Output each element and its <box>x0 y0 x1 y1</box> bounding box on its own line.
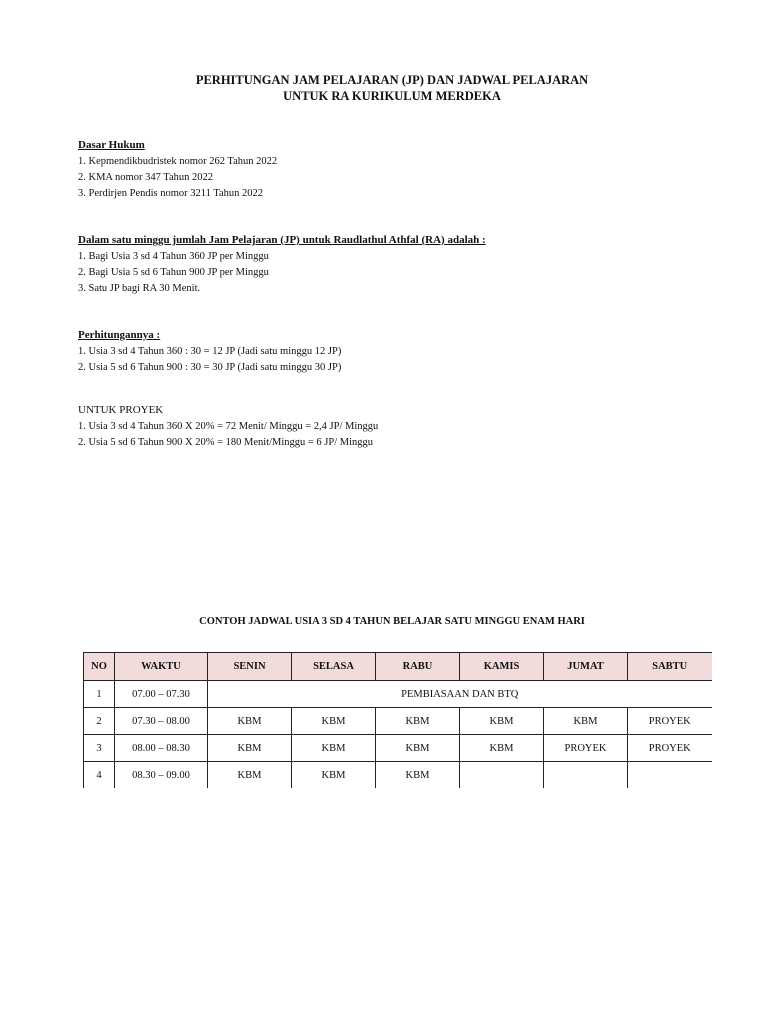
dasar-hukum-item: 3. Perdirjen Pendis nomor 3211 Tahun 2022 <box>78 188 264 199</box>
cell-kamis <box>460 762 544 789</box>
cell-waktu: 07.00 – 07.30 <box>115 681 208 708</box>
jumlah-jp-heading: Dalam satu minggu jumlah Jam Pelajaran (JP) untuk Raudlathul Athfal (RA) adalah : <box>78 234 486 246</box>
cell-senin: KBM <box>208 735 292 762</box>
proyek-heading: UNTUK PROYEK <box>78 404 164 416</box>
cell-senin: KBM <box>208 762 292 789</box>
document-title <box>0 72 768 104</box>
jumlah-jp-item: 1. Bagi Usia 3 sd 4 Tahun 360 JP per Minggu <box>78 251 269 262</box>
cell-selasa: KBM <box>292 762 376 789</box>
cell-no: 3 <box>84 735 115 762</box>
proyek-item: 1. Usia 3 sd 4 Tahun 360 X 20% = 72 Menit/ Minggu = 2,4 JP/ Minggu <box>78 421 379 432</box>
cell-jumat: PROYEK <box>544 735 628 762</box>
cell-selasa: KBM <box>292 735 376 762</box>
cell-waktu: 08.30 – 09.00 <box>115 762 208 789</box>
cell-jumat <box>544 762 628 789</box>
cell-rabu: KBM <box>376 762 460 789</box>
table-row <box>84 735 712 762</box>
proyek-item: 2. Usia 5 sd 6 Tahun 900 X 20% = 180 Menit/Minggu = 6 JP/ Minggu <box>78 437 374 448</box>
jumlah-jp-section <box>78 234 486 294</box>
header-waktu: WAKTU <box>115 653 208 681</box>
header-rabu: RABU <box>376 653 460 681</box>
table-row <box>84 681 712 708</box>
cell-pembiasaan: PEMBIASAAN DAN BTQ <box>208 681 712 708</box>
title-line-1: PERHITUNGAN JAM PELAJARAN (JP) DAN JADWAL PELAJARAN <box>195 73 589 87</box>
cell-no: 1 <box>84 681 115 708</box>
perhitungan-item: 2. Usia 5 sd 6 Tahun 900 : 30 = 30 JP (Jadi satu minggu 30 JP) <box>78 362 342 373</box>
cell-kamis: KBM <box>460 735 544 762</box>
dasar-hukum-item: 1. Kepmendikbudristek nomor 262 Tahun 2022 <box>78 156 278 167</box>
cell-waktu: 08.00 – 08.30 <box>115 735 208 762</box>
cell-no: 2 <box>84 708 115 735</box>
cell-sabtu: PROYEK <box>628 708 712 735</box>
cell-sabtu <box>628 762 712 789</box>
title-line-2: UNTUK RA KURIKULUM MERDEKA <box>283 89 501 103</box>
cell-waktu: 07.30 – 08.00 <box>115 708 208 735</box>
dasar-hukum-section <box>78 139 277 199</box>
header-sabtu: SABTU <box>628 653 712 681</box>
dasar-hukum-heading: Dasar Hukum <box>78 139 145 151</box>
cell-rabu: KBM <box>376 735 460 762</box>
header-selasa: SELASA <box>292 653 376 681</box>
jumlah-jp-item: 3. Satu JP bagi RA 30 Menit. <box>78 283 201 294</box>
cell-no: 4 <box>84 762 115 789</box>
perhitungan-section <box>78 329 341 373</box>
cell-rabu: KBM <box>376 708 460 735</box>
table-row <box>84 762 712 789</box>
perhitungan-heading: Perhitungannya : <box>78 329 161 341</box>
header-jumat: JUMAT <box>544 653 628 681</box>
proyek-section <box>78 404 378 448</box>
dasar-hukum-item: 2. KMA nomor 347 Tahun 2022 <box>78 172 213 183</box>
header-senin: SENIN <box>208 653 292 681</box>
cell-sabtu: PROYEK <box>628 735 712 762</box>
table-row <box>84 708 712 735</box>
cell-kamis: KBM <box>460 708 544 735</box>
cell-senin: KBM <box>208 708 292 735</box>
cell-jumat: KBM <box>544 708 628 735</box>
cell-selasa: KBM <box>292 708 376 735</box>
table-header-row <box>84 653 712 681</box>
jadwal-title: CONTOH JADWAL USIA 3 SD 4 TAHUN BELAJAR SATU MINGGU ENAM HARI <box>199 616 585 627</box>
header-no: NO <box>84 653 115 681</box>
jadwal-table <box>83 652 712 788</box>
jumlah-jp-item: 2. Bagi Usia 5 sd 6 Tahun 900 JP per Minggu <box>78 267 269 278</box>
header-kamis: KAMIS <box>460 653 544 681</box>
perhitungan-item: 1. Usia 3 sd 4 Tahun 360 : 30 = 12 JP (Jadi satu minggu 12 JP) <box>78 346 342 357</box>
